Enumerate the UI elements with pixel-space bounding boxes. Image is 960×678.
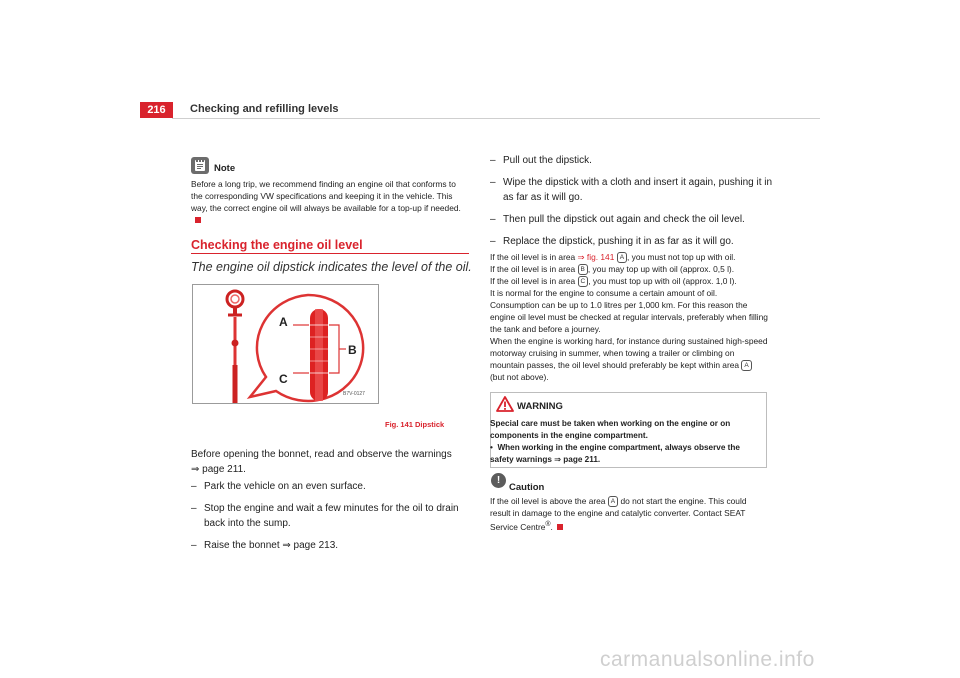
area-label: C [578, 276, 589, 287]
hard-work-paragraph [490, 335, 768, 383]
header-rule [172, 118, 820, 119]
steps-left [191, 479, 473, 560]
area-label: B [578, 264, 588, 275]
text: If the oil level is above the area [490, 496, 608, 506]
step-text: Replace the dipstick, pushing it in as far as it will go. [503, 236, 734, 247]
text: When the engine is working hard, for instance during sustained high-speed motorway cruising in summer, when towing a trailer or climbing on mountain passes, the oil level should preferably be kept within area [490, 336, 768, 370]
text: . [550, 521, 553, 532]
list-item [191, 501, 473, 531]
list-item [490, 175, 776, 205]
step-text: Then pull the dipstick out again and check the oil level. [503, 214, 745, 225]
text: , you must top up with oil (approx. 1,0 l). [588, 276, 737, 286]
section-rule [191, 253, 469, 254]
dash: – [490, 214, 496, 225]
end-mark-icon [195, 217, 201, 223]
warning-title: WARNING [517, 401, 563, 412]
caution-icon: ! [491, 473, 506, 488]
warning-line: When working in the engine compartment, always observe the safety warnings ⇒ page 211. [490, 443, 740, 464]
dash: – [490, 236, 496, 247]
level-a-line [490, 251, 768, 263]
page-number: 216 [140, 102, 173, 118]
figure-caption: Fig. 141 Dipstick [385, 420, 445, 429]
registered-mark: ® [545, 521, 551, 528]
warning-bullet-item [490, 442, 762, 466]
dash: – [191, 481, 197, 492]
list-item [490, 234, 776, 249]
step-text: Raise the bonnet ⇒ page 213. [204, 540, 339, 551]
text: , you may top up with oil (approx. 0,5 l). [587, 264, 735, 274]
caution-body [490, 495, 768, 533]
step-text: Park the vehicle on an even surface. [204, 481, 366, 492]
level-c-line [490, 275, 768, 287]
dash: – [490, 155, 496, 166]
intro-ref: ⇒ page 211. [191, 464, 246, 475]
text: If the oil level is in area [490, 276, 578, 286]
area-label: A [617, 252, 627, 263]
list-item [191, 479, 473, 494]
figure-link[interactable]: ⇒ fig. 141 [577, 252, 615, 262]
section-subtitle: The engine oil dipstick indicates the level of the oil. [191, 260, 472, 274]
text: If the oil level is in area [490, 252, 578, 262]
intro-paragraph [191, 447, 471, 477]
caution-title: Caution [509, 482, 545, 493]
list-item [191, 538, 473, 553]
dash: – [490, 177, 496, 188]
intro-text: Before opening the bonnet, read and observe the warnings [191, 449, 452, 460]
dipstick-figure [192, 284, 379, 404]
bullet: • [490, 443, 493, 452]
steps-right [490, 153, 776, 256]
area-label: A [608, 496, 618, 507]
watermark: carmanualsonline.info [600, 648, 815, 671]
figure-label-c: C [279, 372, 288, 386]
list-item [490, 212, 776, 227]
end-mark-icon [557, 524, 563, 530]
step-text: Wipe the dipstick with a cloth and insert it again, pushing it in as far as it will go. [503, 177, 773, 203]
warning-body [490, 418, 762, 466]
text: , you must not top up with oil. [627, 252, 736, 262]
level-b-line [490, 263, 768, 275]
note-title: Note [214, 163, 236, 174]
note-icon [191, 157, 209, 174]
step-text: Pull out the dipstick. [503, 155, 592, 166]
text: (but not above). [490, 372, 549, 382]
running-title: Checking and refilling levels [190, 103, 339, 115]
text: do not start the engine. This could result in damage to the engine and catalytic converter. Contact SEAT Service Centre [490, 496, 747, 532]
text: If the oil level is in area [490, 264, 578, 274]
figure-code: B7V-0127 [343, 391, 365, 397]
consumption-paragraph: It is normal for the engine to consume a certain amount of oil. Consumption can be up to 1.0 litres per 1,000 km. For this reason the engine oil level must be checked at regular intervals, preferably when filling the tank and before a journey. [490, 288, 768, 334]
figure-label-b: B [348, 343, 357, 357]
step-text: Stop the engine and wait a few minutes for the oil to drain back into the sump. [204, 503, 459, 529]
list-item [490, 153, 776, 168]
dash: – [191, 540, 197, 551]
area-label: A [741, 360, 751, 371]
section-title: Checking the engine oil level [191, 238, 363, 252]
note-text: Before a long trip, we recommend finding an engine oil that conforms to the corresponding VW specifications and keeping it in the vehicle. This way, the correct engine oil will always be available for a top-up if needed. [191, 179, 461, 213]
warning-line: Special care must be taken when working on the engine or on components in the engine compartment. [490, 419, 731, 440]
note-body [191, 178, 469, 226]
figure-label-a: A [279, 315, 288, 329]
dash: – [191, 503, 197, 514]
oil-level-info [490, 251, 768, 383]
warning-triangle-icon [496, 396, 514, 417]
